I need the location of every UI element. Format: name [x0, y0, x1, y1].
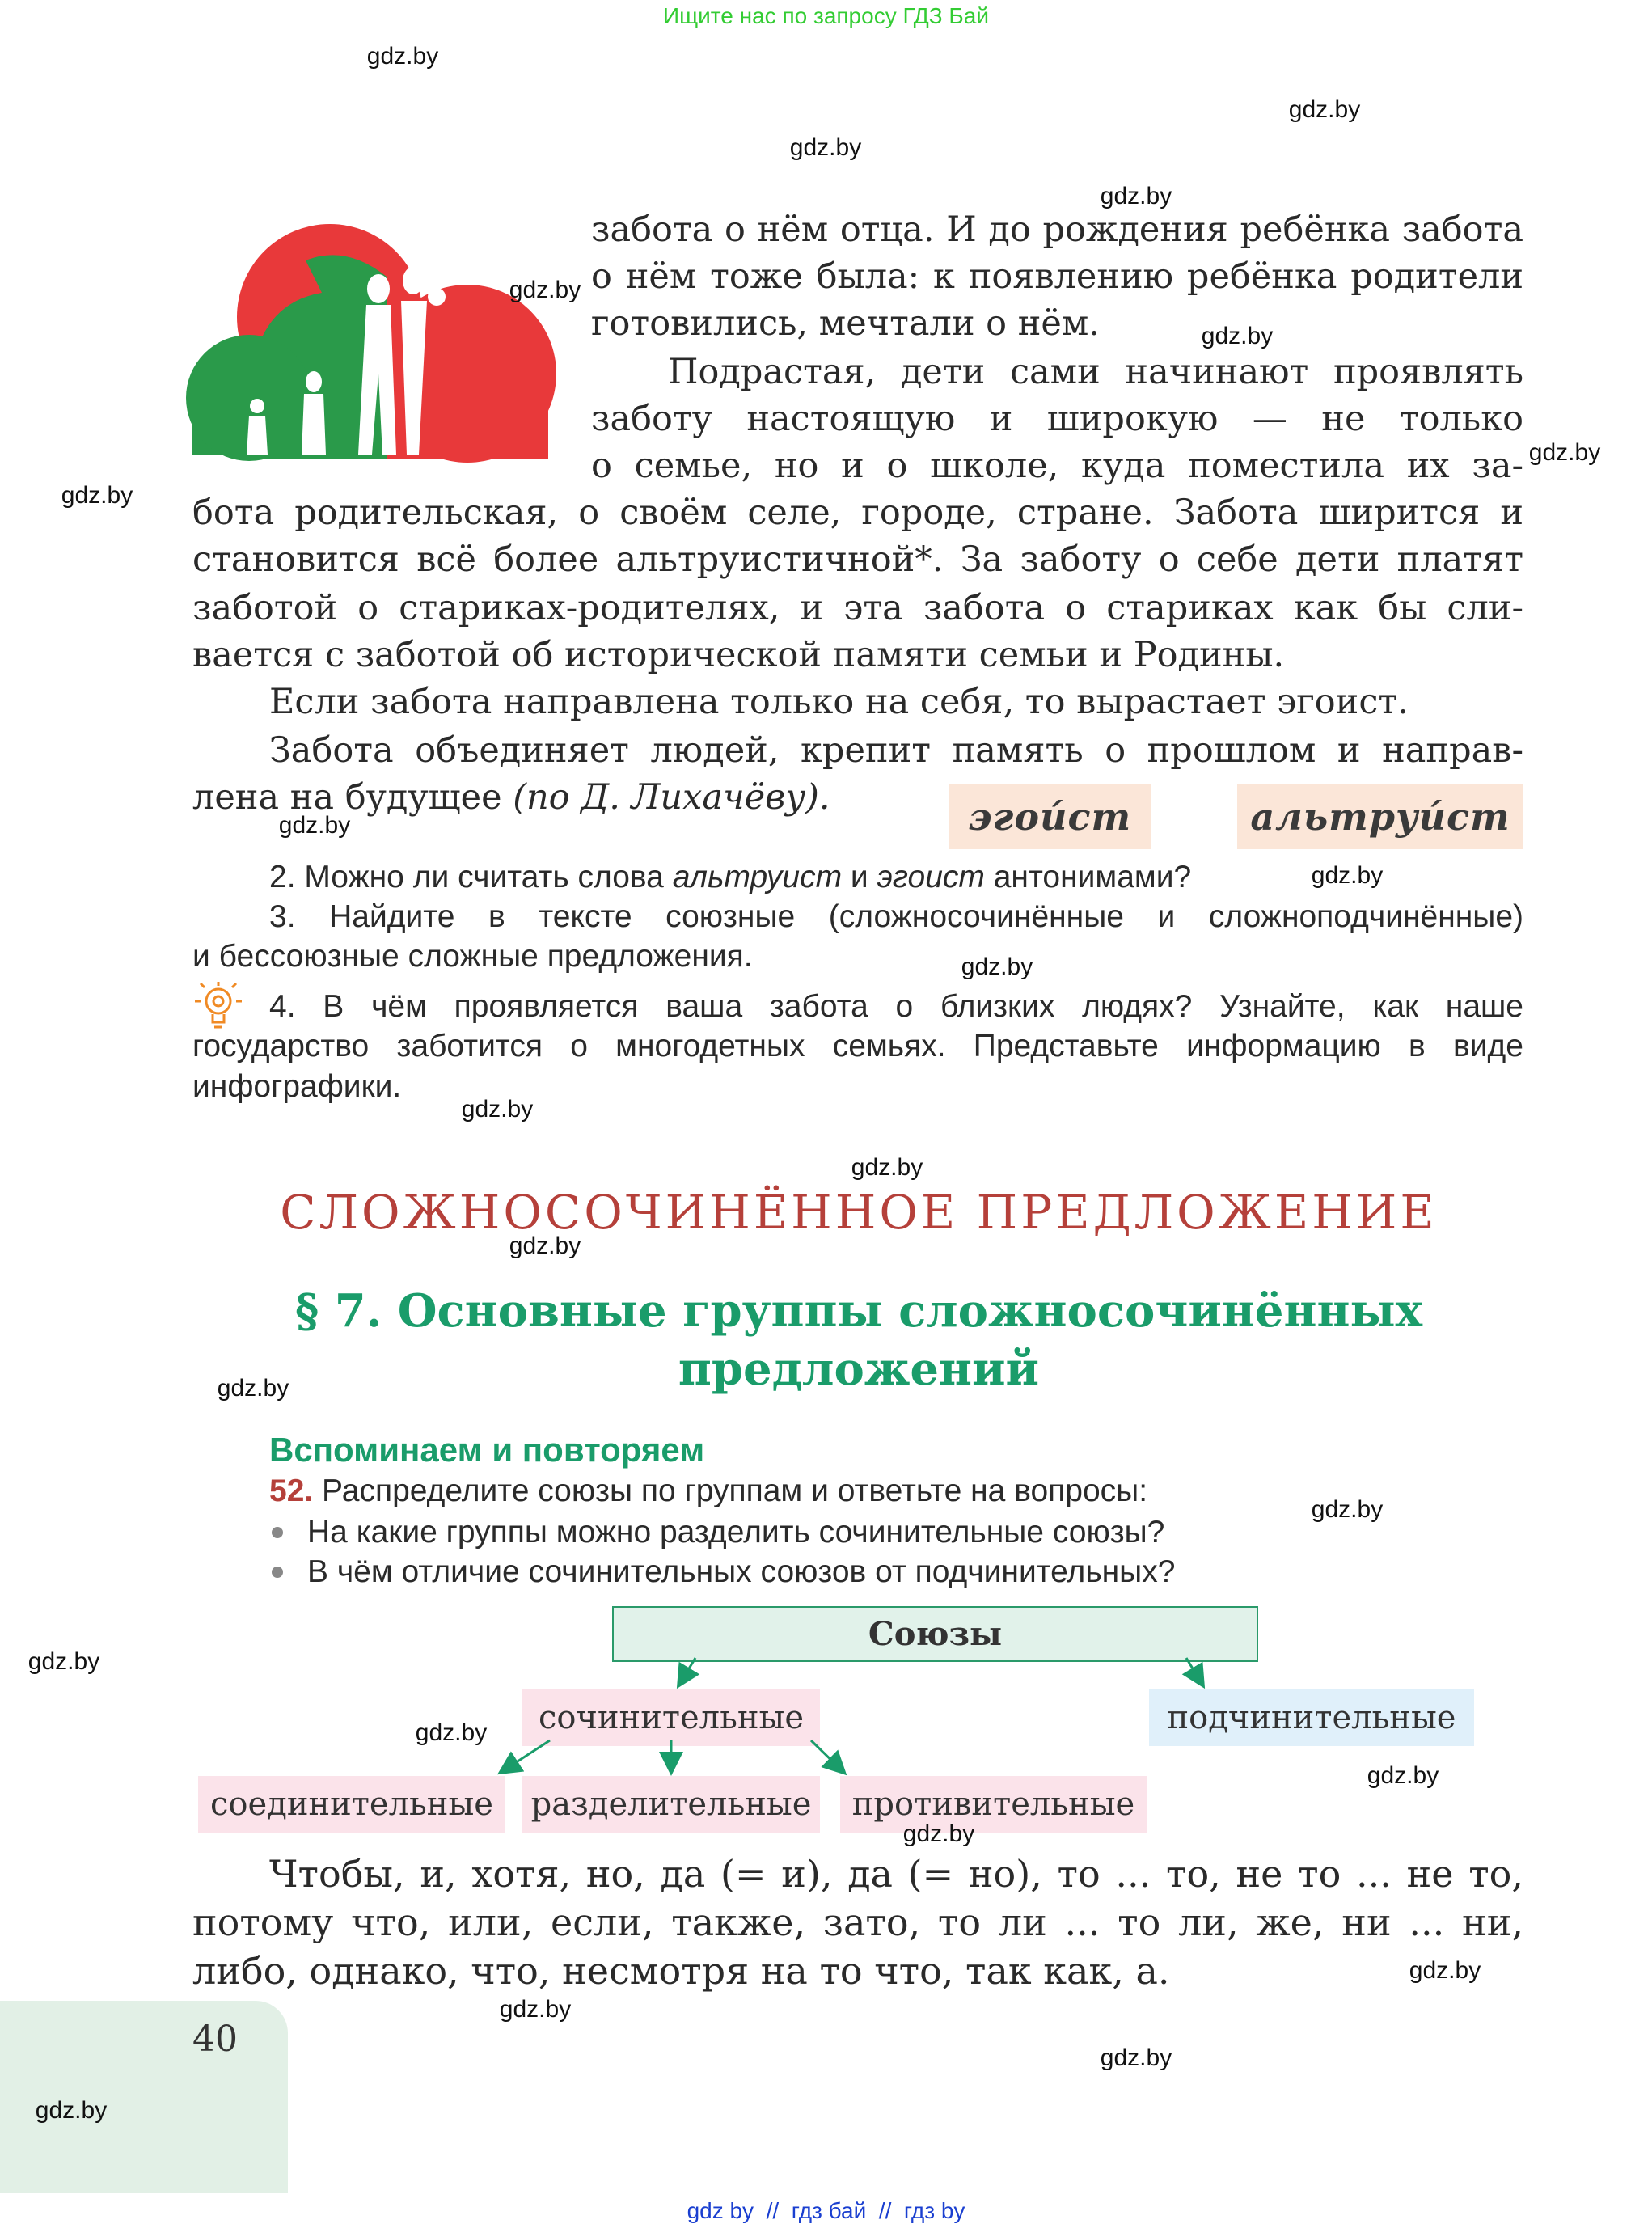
- arrow-icon: [811, 1740, 843, 1772]
- text-line: о нём тоже была: к появлению ребёнка родители: [591, 256, 1523, 297]
- text-line: заботу настоящую и широкую — не только: [591, 399, 1523, 439]
- watermark: gdz.by: [278, 812, 351, 839]
- paragraph-title-line: предложений: [678, 1342, 1040, 1396]
- diagram-child-box: разделительные: [522, 1776, 820, 1833]
- diagram-root-box: Союзы: [612, 1606, 1258, 1662]
- text-line: становится всё более альтруистичной*. За заботу о себе дети платят: [192, 539, 1523, 580]
- text-line: вается с заботой об исторической памяти семьи и Родины.: [192, 635, 1285, 675]
- watermark: gdz.by: [1288, 96, 1361, 123]
- arrow-icon: [679, 1658, 695, 1685]
- watermark: gdz.by: [415, 1719, 488, 1746]
- footer-links[interactable]: gdz by // гдз бай // гдз by: [687, 2198, 965, 2223]
- exercise-task: Распределите союзы по группам и ответьте на вопросы:: [313, 1474, 1148, 1508]
- question-4-line: инфографики.: [192, 1069, 402, 1104]
- watermark: gdz.by: [902, 1820, 975, 1847]
- watermark: gdz.by: [961, 953, 1033, 980]
- bullet-item: На какие группы можно разделить сочинительные союзы?: [307, 1515, 1165, 1550]
- question-3-line: 3. Найдите в тексте союзные (сложносочинённые и сложноподчинённые): [269, 899, 1523, 934]
- subheading: Вспоминаем и повторяем: [269, 1431, 705, 1469]
- page-number: 40: [192, 2019, 238, 2060]
- exercise-number: 52.: [269, 1474, 314, 1508]
- watermark: gdz.by: [499, 1996, 572, 2023]
- q2-word: альтруист: [672, 860, 843, 894]
- text-line: бота родительская, о своём селе, городе, стране. Забота ширится и: [192, 493, 1523, 533]
- text-line: забота о нём отца. И до рождения ребёнка забота: [591, 209, 1523, 250]
- watermark: gdz.by: [1100, 2044, 1172, 2071]
- diagram-coord-box: сочинительные: [522, 1689, 820, 1746]
- diagram-subord-box: подчинительные: [1149, 1689, 1474, 1746]
- q2-text: 2. Можно ли считать слова: [269, 860, 673, 894]
- q2-text: и: [842, 860, 877, 894]
- watermark: gdz.by: [1100, 183, 1172, 209]
- text-line: Подрастая, дети сами начинают проявлять: [668, 352, 1523, 392]
- watermark: gdz.by: [27, 1648, 100, 1675]
- word-tag-altruist: альтруи́ст: [1237, 784, 1523, 849]
- watermark: gdz.by: [61, 482, 133, 509]
- q2-text: антонимами?: [984, 860, 1192, 894]
- question-4-line: государство заботится о многодетных семьях. Представьте информацию в виде: [192, 1029, 1523, 1063]
- q2-word: эгоист: [877, 860, 985, 894]
- arrow-icon: [501, 1740, 550, 1772]
- watermark: gdz.by: [1201, 323, 1274, 349]
- arrow-icon: [1186, 1658, 1202, 1685]
- conjunction-line: потому что, или, если, также, зато, то ли ... то ли, же, ни ... ни,: [192, 1901, 1523, 1944]
- bullet-item: В чём отличие сочинительных союзов от подчинительных?: [307, 1554, 1176, 1589]
- watermark: gdz.by: [1409, 1957, 1481, 1984]
- conjunction-line: либо, однако, что, несмотря на то что, так как, а.: [192, 1949, 1170, 1993]
- watermark: gdz.by: [366, 43, 439, 70]
- watermark: gdz.by: [461, 1096, 534, 1123]
- watermark: gdz.by: [35, 2097, 108, 2124]
- question-4-line: 4. В чём проявляется ваша забота о близких людях? Узнайте, как наше: [269, 989, 1523, 1024]
- section-title: СЛОЖНОСОЧИНЁННОЕ ПРЕДЛОЖЕНИЕ: [280, 1185, 1438, 1240]
- watermark: gdz.by: [1311, 862, 1384, 889]
- watermark: gdz.by: [1367, 1762, 1439, 1789]
- text-line-end: лена на будущее: [192, 777, 502, 818]
- diagram-child-box: соединительные: [198, 1776, 505, 1833]
- text-line: о семье, но и о школе, куда поместила их за-: [591, 446, 1523, 486]
- watermark: gdz.by: [509, 1233, 581, 1259]
- watermark: gdz.by: [789, 134, 862, 161]
- source-note: (по Д. Лихачёву).: [513, 777, 830, 818]
- top-banner[interactable]: Ищите нас по запросу ГДЗ Бай: [662, 3, 990, 28]
- text-line: заботой о стариках-родителях, и эта забота о стариках как бы сли-: [192, 588, 1523, 628]
- text-line: Забота объединяет людей, крепит память о прошлом и направ-: [269, 730, 1523, 771]
- watermark: gdz.by: [1311, 1496, 1384, 1523]
- text-line: Если забота направлена только на себя, то вырастает эгоист.: [269, 682, 1409, 722]
- text-line: готовились, мечтали о нём.: [591, 303, 1100, 344]
- diagram-child-box: противительные: [840, 1776, 1147, 1833]
- question-3-line: и бессоюзные сложные предложения.: [192, 939, 753, 974]
- watermark: gdz.by: [851, 1154, 923, 1181]
- watermark: gdz.by: [509, 277, 581, 303]
- watermark: gdz.by: [217, 1375, 289, 1402]
- conjunction-line: Чтобы, и, хотя, но, да (= и), да (= но), то ... то, не то ... не то,: [269, 1852, 1523, 1896]
- word-tag-egoist: эгои́ст: [949, 784, 1151, 849]
- paragraph-title-line: § 7. Основные группы сложносочинённых: [295, 1284, 1422, 1338]
- watermark: gdz.by: [1528, 439, 1601, 466]
